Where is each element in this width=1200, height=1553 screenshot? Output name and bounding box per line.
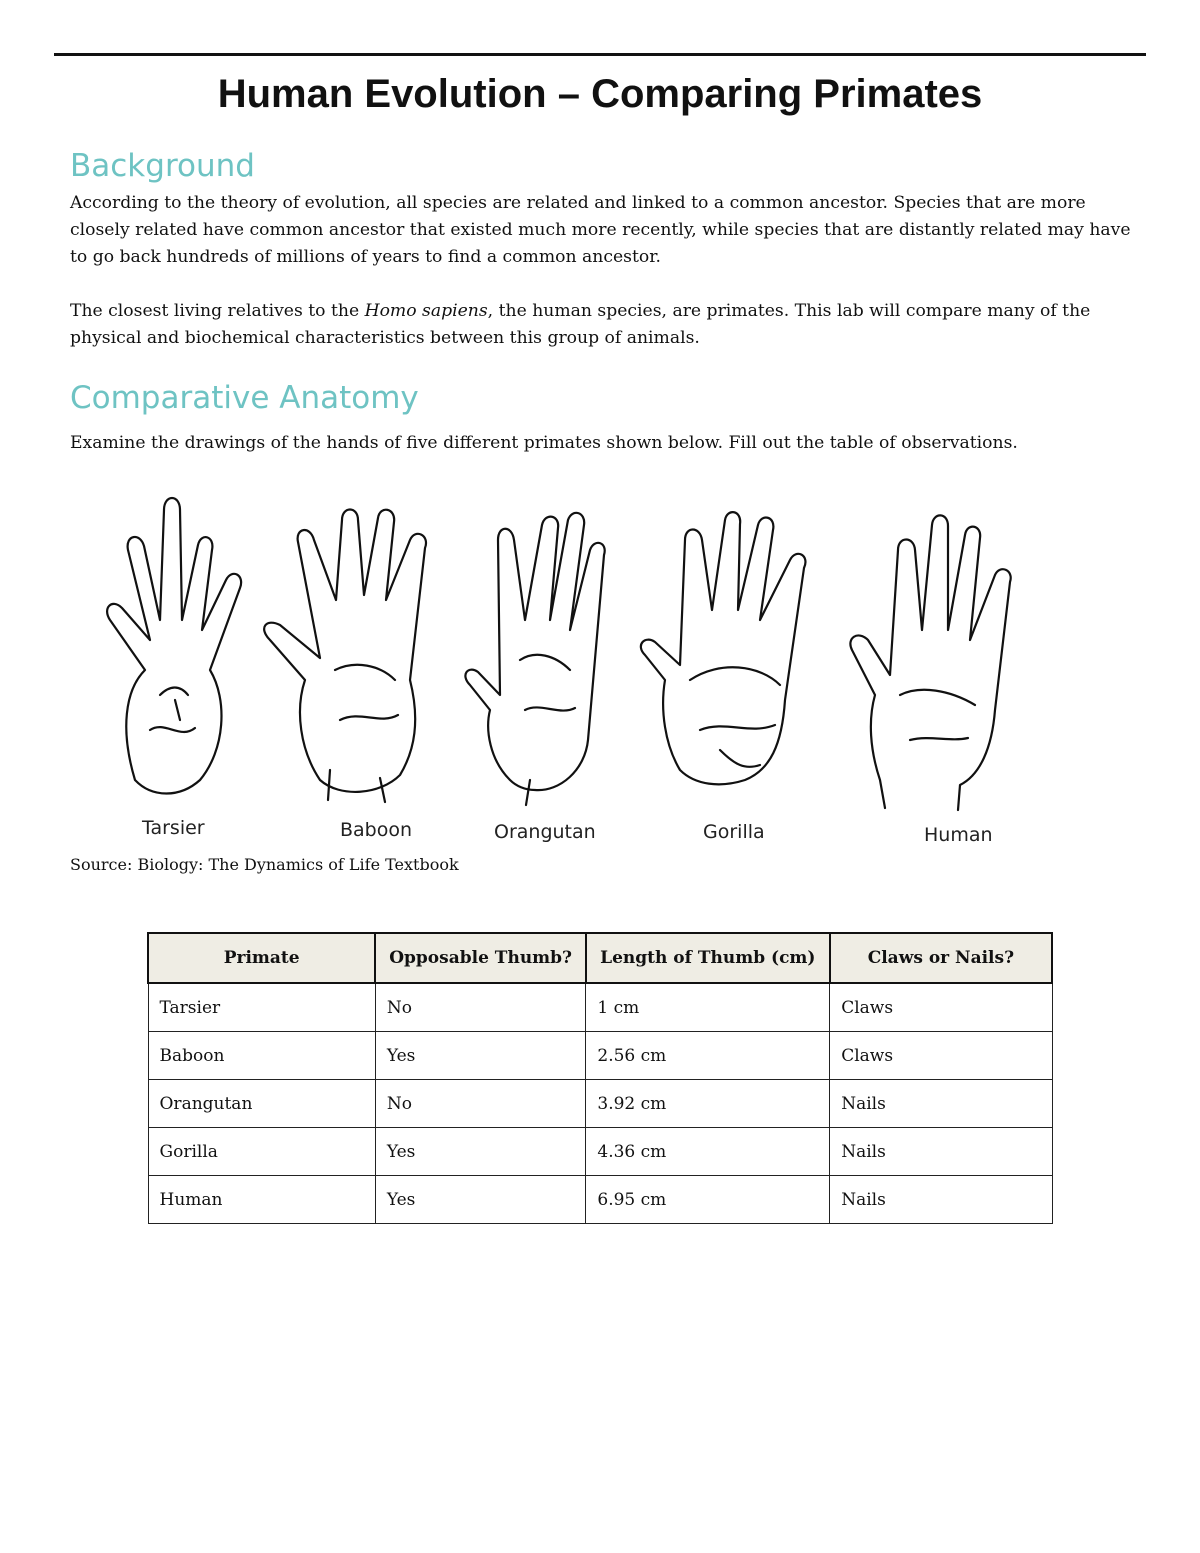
- observations-table: [147, 932, 1053, 1224]
- comparative-anatomy-heading: Comparative Anatomy: [70, 380, 419, 416]
- table-header-row: [148, 933, 1052, 983]
- cell-opposable-thumb: Yes: [375, 1176, 586, 1224]
- header-claws-or-nails: Claws or Nails?: [830, 933, 1052, 983]
- cell-claws-or-nails: Nails: [830, 1128, 1052, 1176]
- top-rule: [54, 53, 1146, 56]
- cell-primate: Gorilla: [148, 1128, 375, 1176]
- header-opposable-thumb: Opposable Thumb?: [375, 933, 586, 983]
- cell-opposable-thumb: Yes: [375, 1032, 586, 1080]
- table-row: [148, 1080, 1052, 1128]
- cell-primate: Orangutan: [148, 1080, 375, 1128]
- header-primate: Primate: [148, 933, 375, 983]
- primate-hands-figure: [80, 480, 1040, 860]
- hand-label-baboon: Baboon: [340, 819, 413, 841]
- cell-opposable-thumb: No: [375, 983, 586, 1032]
- cell-claws-or-nails: Nails: [830, 1080, 1052, 1128]
- cell-primate: Human: [148, 1176, 375, 1224]
- hand-label-gorilla: Gorilla: [703, 821, 765, 843]
- cell-opposable-thumb: Yes: [375, 1128, 586, 1176]
- hand-label-orangutan: Orangutan: [494, 821, 596, 843]
- baboon-hand-drawing: [264, 510, 426, 803]
- orangutan-hand-drawing: [465, 513, 604, 805]
- hand-label-human: Human: [924, 824, 993, 846]
- human-hand-drawing: [850, 515, 1010, 810]
- cell-claws-or-nails: Claws: [830, 1032, 1052, 1080]
- cell-thumb-length: 1 cm: [586, 983, 830, 1032]
- cell-thumb-length: 4.36 cm: [586, 1128, 830, 1176]
- table-row: [148, 983, 1052, 1032]
- anatomy-instructions: Examine the drawings of the hands of five different primates shown below. Fill out the table of observations.: [70, 433, 1018, 453]
- background-paragraph-1: According to the theory of evolution, all species are related and linked to a common ancestor. Species that are more closely related have common ancestor that existed much more recently, while species that are distantly related may have to go back hundreds of millions of years to find a common ancestor.: [70, 193, 1131, 267]
- cell-claws-or-nails: Nails: [830, 1176, 1052, 1224]
- tarsier-hand-drawing: [107, 498, 241, 794]
- table-row: [148, 1032, 1052, 1080]
- cell-primate: Tarsier: [148, 983, 375, 1032]
- cell-thumb-length: 6.95 cm: [586, 1176, 830, 1224]
- table-row: [148, 1128, 1052, 1176]
- image-source-caption: Source: Biology: The Dynamics of Life Textbook: [70, 855, 459, 874]
- background-paragraph-2: The closest living relatives to the Homo sapiens, the human species, are primates. This lab will compare many of the physical and biochemical characteristics between this group of animals.: [70, 301, 1091, 348]
- table-row: [148, 1176, 1052, 1224]
- cell-opposable-thumb: No: [375, 1080, 586, 1128]
- cell-primate: Baboon: [148, 1032, 375, 1080]
- species-name: Homo sapiens: [364, 301, 488, 321]
- gorilla-hand-drawing: [641, 512, 806, 784]
- hand-label-tarsier: Tarsier: [142, 817, 205, 839]
- cell-claws-or-nails: Claws: [830, 983, 1052, 1032]
- cell-thumb-length: 3.92 cm: [586, 1080, 830, 1128]
- page-title: Human Evolution – Comparing Primates: [217, 72, 983, 116]
- cell-thumb-length: 2.56 cm: [586, 1032, 830, 1080]
- background-heading: Background: [70, 148, 255, 184]
- header-thumb-length: Length of Thumb (cm): [586, 933, 830, 983]
